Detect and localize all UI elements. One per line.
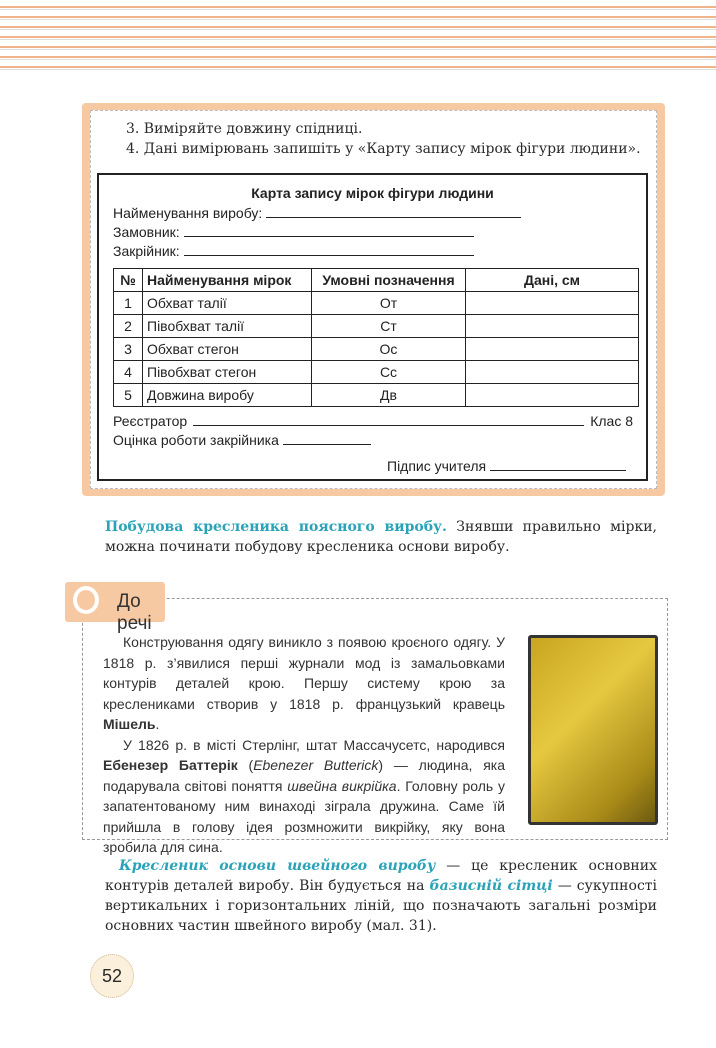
term-base-grid: базисній сітці (429, 878, 553, 894)
signature-label: Підпис учителя (387, 458, 487, 474)
name-michel: Мішель (103, 716, 156, 732)
product-label: Найменування виробу: (113, 205, 263, 221)
measurements-table (113, 268, 639, 407)
card-title: Карта запису мірок фігури людини (251, 185, 494, 201)
text: . (155, 716, 160, 732)
magnifier-icon (73, 586, 99, 614)
registrar-label: Реєстратор (113, 413, 188, 429)
measure-symbol: Ст (312, 315, 466, 338)
row-number: 3 (114, 338, 143, 361)
customer-label: Замовник: (113, 224, 180, 240)
header-stripes (0, 0, 716, 76)
signature-line (387, 458, 626, 474)
sidebar-paragraph-1 (103, 632, 505, 735)
row-number: 2 (114, 315, 143, 338)
measure-symbol: Ос (312, 338, 466, 361)
measure-value (466, 292, 639, 315)
table-row (114, 315, 639, 338)
measure-name: Обхват талії (143, 292, 312, 315)
measure-symbol: Дв (312, 384, 466, 407)
paragraph-base-drawing (105, 856, 657, 936)
measure-name: Довжина виробу (143, 384, 312, 407)
by-the-way-title: До речі (117, 591, 152, 634)
grade-label: Оцінка роботи закрійника (113, 432, 279, 448)
col-symbol: Умовні позначення (312, 269, 466, 292)
measure-value (466, 384, 639, 407)
row-number: 5 (114, 384, 143, 407)
table-row (114, 361, 639, 384)
measurement-card (97, 173, 648, 481)
col-data: Дані, см (466, 269, 639, 292)
text: Конструювання одягу виникло з появою кроєного одягу. У 1818 р. з’явилися перші журнали мод із замальовками контурів деталей крою. Першу систему крою за креслениками створив у 1818 р. французький кравець (103, 634, 505, 712)
step-3: 3. Виміряйте довжину спідниці. (126, 121, 363, 137)
measure-name: Півобхват стегон (143, 361, 312, 384)
term-pattern: швейна викрійка (287, 777, 397, 794)
measure-value (466, 361, 639, 384)
class-label: Клас 8 (590, 413, 633, 429)
col-name: Найменування мірок (143, 269, 312, 292)
table-row (114, 384, 639, 407)
registrar-line (113, 413, 633, 429)
measure-value (466, 315, 639, 338)
name-butterick: Ебенезер Баттерік (103, 757, 238, 773)
cutter-label: Закрійник: (113, 243, 180, 259)
cutter-line (113, 243, 474, 259)
text: ( (237, 757, 254, 773)
text: . Головну роль у запатентованому ним винаході зіграла дружина. Саме їй прийшла в голову ідея розмножити викрійку, яку вона зробила для сина. (103, 777, 506, 855)
steps (126, 119, 641, 159)
page-number: 52 (90, 954, 134, 998)
row-number: 1 (114, 292, 143, 315)
text: ) — людина, яка подарувала світові поняття (103, 757, 505, 794)
text: — це кресленик основних контурів деталей виробу. Він будується на (105, 858, 657, 894)
text: У 1826 р. в місті Стерлінг, штат Массачусетс, народився (123, 736, 505, 753)
measure-value (466, 338, 639, 361)
step-4: 4. Дані вимірювань запишіть у «Карту запису мірок фігури людини». (126, 141, 641, 157)
measure-symbol: От (312, 292, 466, 315)
measure-symbol: Сс (312, 361, 466, 384)
paragraph-text: Знявши правильно мірки, можна починати побудову кресленика основи виробу. (105, 519, 657, 555)
term-drafting: Побудова кресленика поясного виробу. (105, 519, 447, 535)
product-line (113, 205, 521, 221)
col-number: № (114, 269, 143, 292)
table-row (114, 338, 639, 361)
measure-name: Півобхват талії (143, 315, 312, 338)
paragraph-drafting (105, 517, 657, 557)
customer-line (113, 224, 474, 240)
text: — сукупності вертикальних і горизонтальних ліній, що позначають загальні розміри основних частин швейного виробу (мал. 31). (105, 878, 658, 934)
sidebar-paragraph-2 (103, 735, 505, 858)
row-number: 4 (114, 361, 143, 384)
vintage-pattern-photo (528, 635, 658, 825)
table-row (114, 292, 639, 315)
grade-line (113, 432, 371, 448)
name-latin: Ebenezer Butterick (253, 757, 379, 773)
by-the-way-tab (65, 582, 165, 634)
term-base-drawing: Кресленик основи швейного виробу (119, 858, 436, 874)
measure-name: Обхват стегон (143, 338, 312, 361)
by-the-way-text (103, 632, 505, 858)
table-header (114, 269, 639, 292)
